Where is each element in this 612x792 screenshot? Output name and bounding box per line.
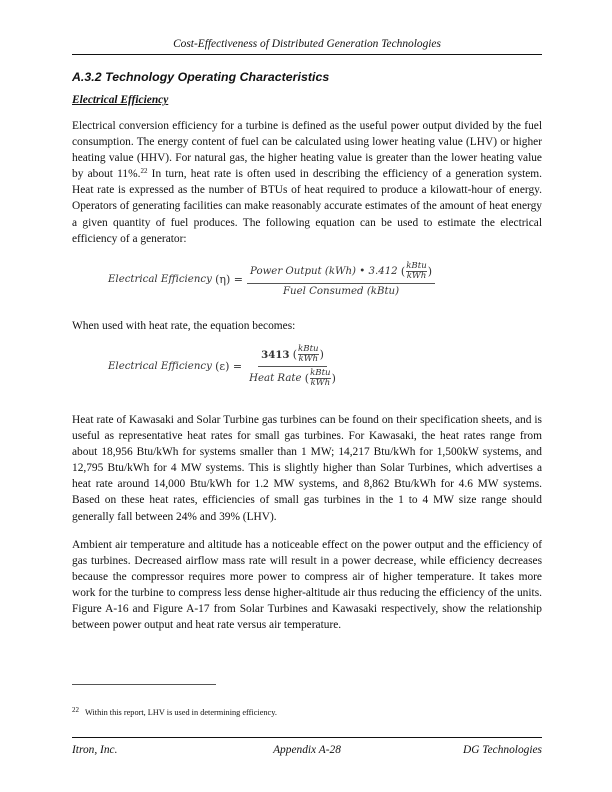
footnote-text: Within this report, LHV is used in determining efficiency. [85,708,277,717]
unit-denominator: kWh [310,378,331,388]
equation-fraction [246,345,339,388]
equation-lhs-symbol: (ε) = [215,360,243,373]
unit-fraction [298,345,319,364]
equation-efficiency-heat-rate [108,345,339,388]
footnote-separator [72,684,216,685]
equation-denominator: Fuel Consumed (kBtu) [282,286,400,297]
equation-efficiency-fuel [108,262,435,297]
paragraph-text: Electrical conversion efficiency for a turbine is defined as the useful power output divided by the fuel consumption. The energy content of fuel can be calculated using lower heating value (LHV) or higher heating value (HHV). For natural gas, the higher heating value is greater than the lower heating value by about 11%. [72,120,542,181]
unit-numerator: kBtu [310,368,331,378]
equation-numerator: 3413 ( kBtu kWh ) [258,345,327,367]
footer-organization: Itron, Inc. [72,744,118,756]
denominator-text: Heat Rate [249,373,302,384]
header-rule [72,54,542,55]
paragraph-heat-rates: Heat rate of Kawasaki and Solar Turbine gas turbines can be found on their specification sheets, and is useful as representative heat rates for small gas turbines. For Kawasaki, the heat rates range from about 18,956 Btu/kWh for systems smaller than 1 MW; 14,217 Btu/kWh for 1,500kW systems, and 12,795 Btu/kWh for 4 MW systems. This is slightly higher than Solar Turbines, which advertises a heat rate around 14,000 Btu/kWh for 1.2 MW systems, and 8,862 Btu/kWh for 4.6 MW systems. Based on these heat rates, efficiencies of small gas turbines in the 1 to 4 MW size range should generally fall between 24% and 39% (LHV). [72,414,542,523]
unit-fraction [406,262,427,281]
footer-document-title: DG Technologies [463,744,542,756]
unit-denominator: kWh [298,354,319,364]
subsection-title: Electrical Efficiency [72,94,169,106]
unit-fraction [310,369,331,388]
footnote-reference[interactable]: 22 [140,167,148,176]
paragraph-efficiency-definition [72,118,542,247]
section-title: A.3.2 Technology Operating Characteristics [72,70,330,84]
paragraph-heat-rate-intro: When used with heat rate, the equation becomes: [72,320,296,332]
footnote [72,706,277,717]
equation-lhs-symbol: (η) = [215,273,243,286]
unit-numerator: kBtu [406,261,427,271]
equation-denominator: Heat Rate ( kBtu kWh ) [249,368,336,388]
paragraph-text: In turn, heat rate is often used in describing the efficiency of a generation system. Heat rate is expressed as the number of BTUs of heat required to produce a kilowatt-hour of energy. Operators of generating facilities can make reasonably accurate estimates of the amount of heat energy a given quantity of fuel produces. The following equation can be used to estimate the electrical efficiency of a generator: [72,168,542,245]
unit-numerator: kBtu [298,344,319,354]
running-header: Cost-Effectiveness of Distributed Generation Technologies [173,38,441,50]
equation-lhs: Electrical Efficiency [108,361,212,372]
footer-rule [72,737,542,738]
equation-fraction [247,262,435,297]
unit-denominator: kWh [406,271,427,281]
numerator-text: Power Output (kWh) • 3.412 [250,266,398,277]
footnote-number: 22 [72,706,79,714]
equation-numerator: Power Output (kWh) • 3.412 ( kBtu kWh ) [247,262,435,284]
footer-page-number: Appendix A-28 [273,744,341,756]
numerator-text: 3413 [261,348,290,361]
paragraph-ambient-conditions: Ambient air temperature and altitude has a noticeable effect on the power output and the efficiency of gas turbines. Decreased airflow mass rate will result in a power decrease, while efficiency decreases because the compressor requires more power to compress air of higher temperature. It takes more work for the turbine to compress less dense higher-altitude air thus reducing the efficiency of the units. Figure A-16 and Figure A-17 from Solar Turbines and Kawasaki respectively, show the relationship between power output and heat rate versus air temperature. [72,539,542,632]
equation-lhs: Electrical Efficiency [108,274,212,285]
